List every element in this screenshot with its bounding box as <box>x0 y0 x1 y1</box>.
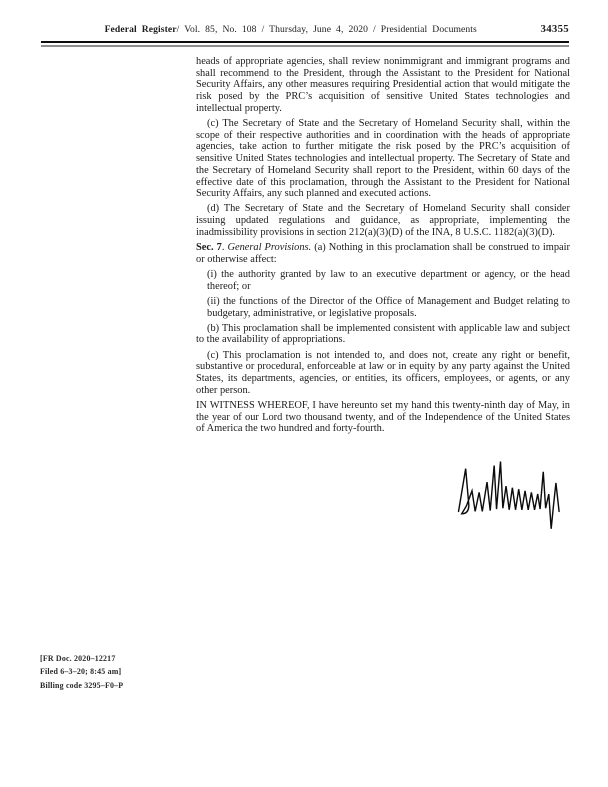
body-paragraph <box>196 242 570 265</box>
paragraph-text: IN WITNESS WHEREOF, I have hereunto set my hand this twenty-ninth day of May, in the year of our Lord two thousand twenty, and of the Independence of the United States of America the two hundred and forty-fourth. <box>196 399 570 435</box>
paragraph-text: (ii) the functions of the Director of the Office of Management and Budget relating to budgetary, administrative, or legislative proposals. <box>207 295 570 319</box>
paragraph-text: Sec. 7 <box>196 242 222 254</box>
journal-title: Federal Register <box>104 24 177 35</box>
body-paragraph <box>196 203 570 238</box>
document-body <box>196 56 570 439</box>
paragraph-text: (c) This proclamation is not intended to, and does not, create any right or benefit, substantive or procedural, enforceable at law or in equity by any party against the United States, its departments, agencies, or entities, its officers, employees, or agents, or any other person. <box>196 349 570 396</box>
paragraph-text: (b) This proclamation shall be implemented consistent with applicable law and subject to the availability of appropriations. <box>196 322 570 346</box>
body-paragraph <box>196 56 570 115</box>
paragraph-text: (a) Nothing in this proclamation shall be construed to impair or otherwise affect: <box>196 242 570 265</box>
doc-footer <box>40 652 123 692</box>
body-paragraph <box>207 296 570 319</box>
signature-icon <box>454 456 566 532</box>
body-paragraph <box>196 118 570 200</box>
presidential-signature <box>454 456 566 532</box>
body-paragraph <box>196 350 570 397</box>
paragraph-text: (d) The Secretary of State and the Secretary of Homeland Security shall consider issuing updated regulations and guidance, as appropriate, implementing the inadmissibility provisions in section 212(a)(3)(D) of the INA, 8 U.S.C. 1182(a)(3)(D). <box>196 203 570 238</box>
page-number: 34355 <box>540 23 569 35</box>
page-header <box>41 23 569 35</box>
paragraph-text: General Provisions. <box>227 242 312 254</box>
body-paragraph <box>196 323 570 346</box>
billing-code: Billing code 3295–F0–P <box>40 680 124 690</box>
paragraph-text: (c) The Secretary of State and the Secretary of Homeland Security shall, within the scope of their respective authorities and in coordination with the heads of appropriate agencies, take action to further mitigate the risk posed by the PRC’s acquisition of sensitive United States technologies and intellectual property. The Secretary of State and the Secretary of Homeland Security shall report to the President, within 60 days of the effective date of this proclamation, through the Assistant to the President for National Security Affairs, any such planned and executed actions. <box>196 118 570 200</box>
paragraph-text: (i) the authority granted by law to an executive department or agency, or the head thereof; or <box>207 268 570 292</box>
body-paragraph <box>207 269 570 292</box>
header-center <box>41 24 541 35</box>
paragraph-text: . <box>221 242 228 254</box>
filed-date: Filed 6–3–20; 8:45 am] <box>40 667 122 677</box>
header-rule-dark <box>41 41 569 43</box>
body-paragraph <box>196 400 570 435</box>
paragraph-text: heads of appropriate agencies, shall review nonimmigrant and immigrant programs and shall recommend to the President, through the Assistant to the President for National Security Affairs, any other measures requiring Presidential action that would mitigate the risk posed by the PRC’s acquisition of sensitive United States technologies and intellectual property. <box>196 56 570 114</box>
signature-stroke <box>459 462 560 529</box>
issue-info: / Vol. 85, No. 108 / Thursday, June 4, 2020 / Presidential Documents <box>176 24 477 35</box>
header-rule-light <box>41 45 569 47</box>
fr-doc-number: [FR Doc. 2020–12217 <box>40 654 116 663</box>
